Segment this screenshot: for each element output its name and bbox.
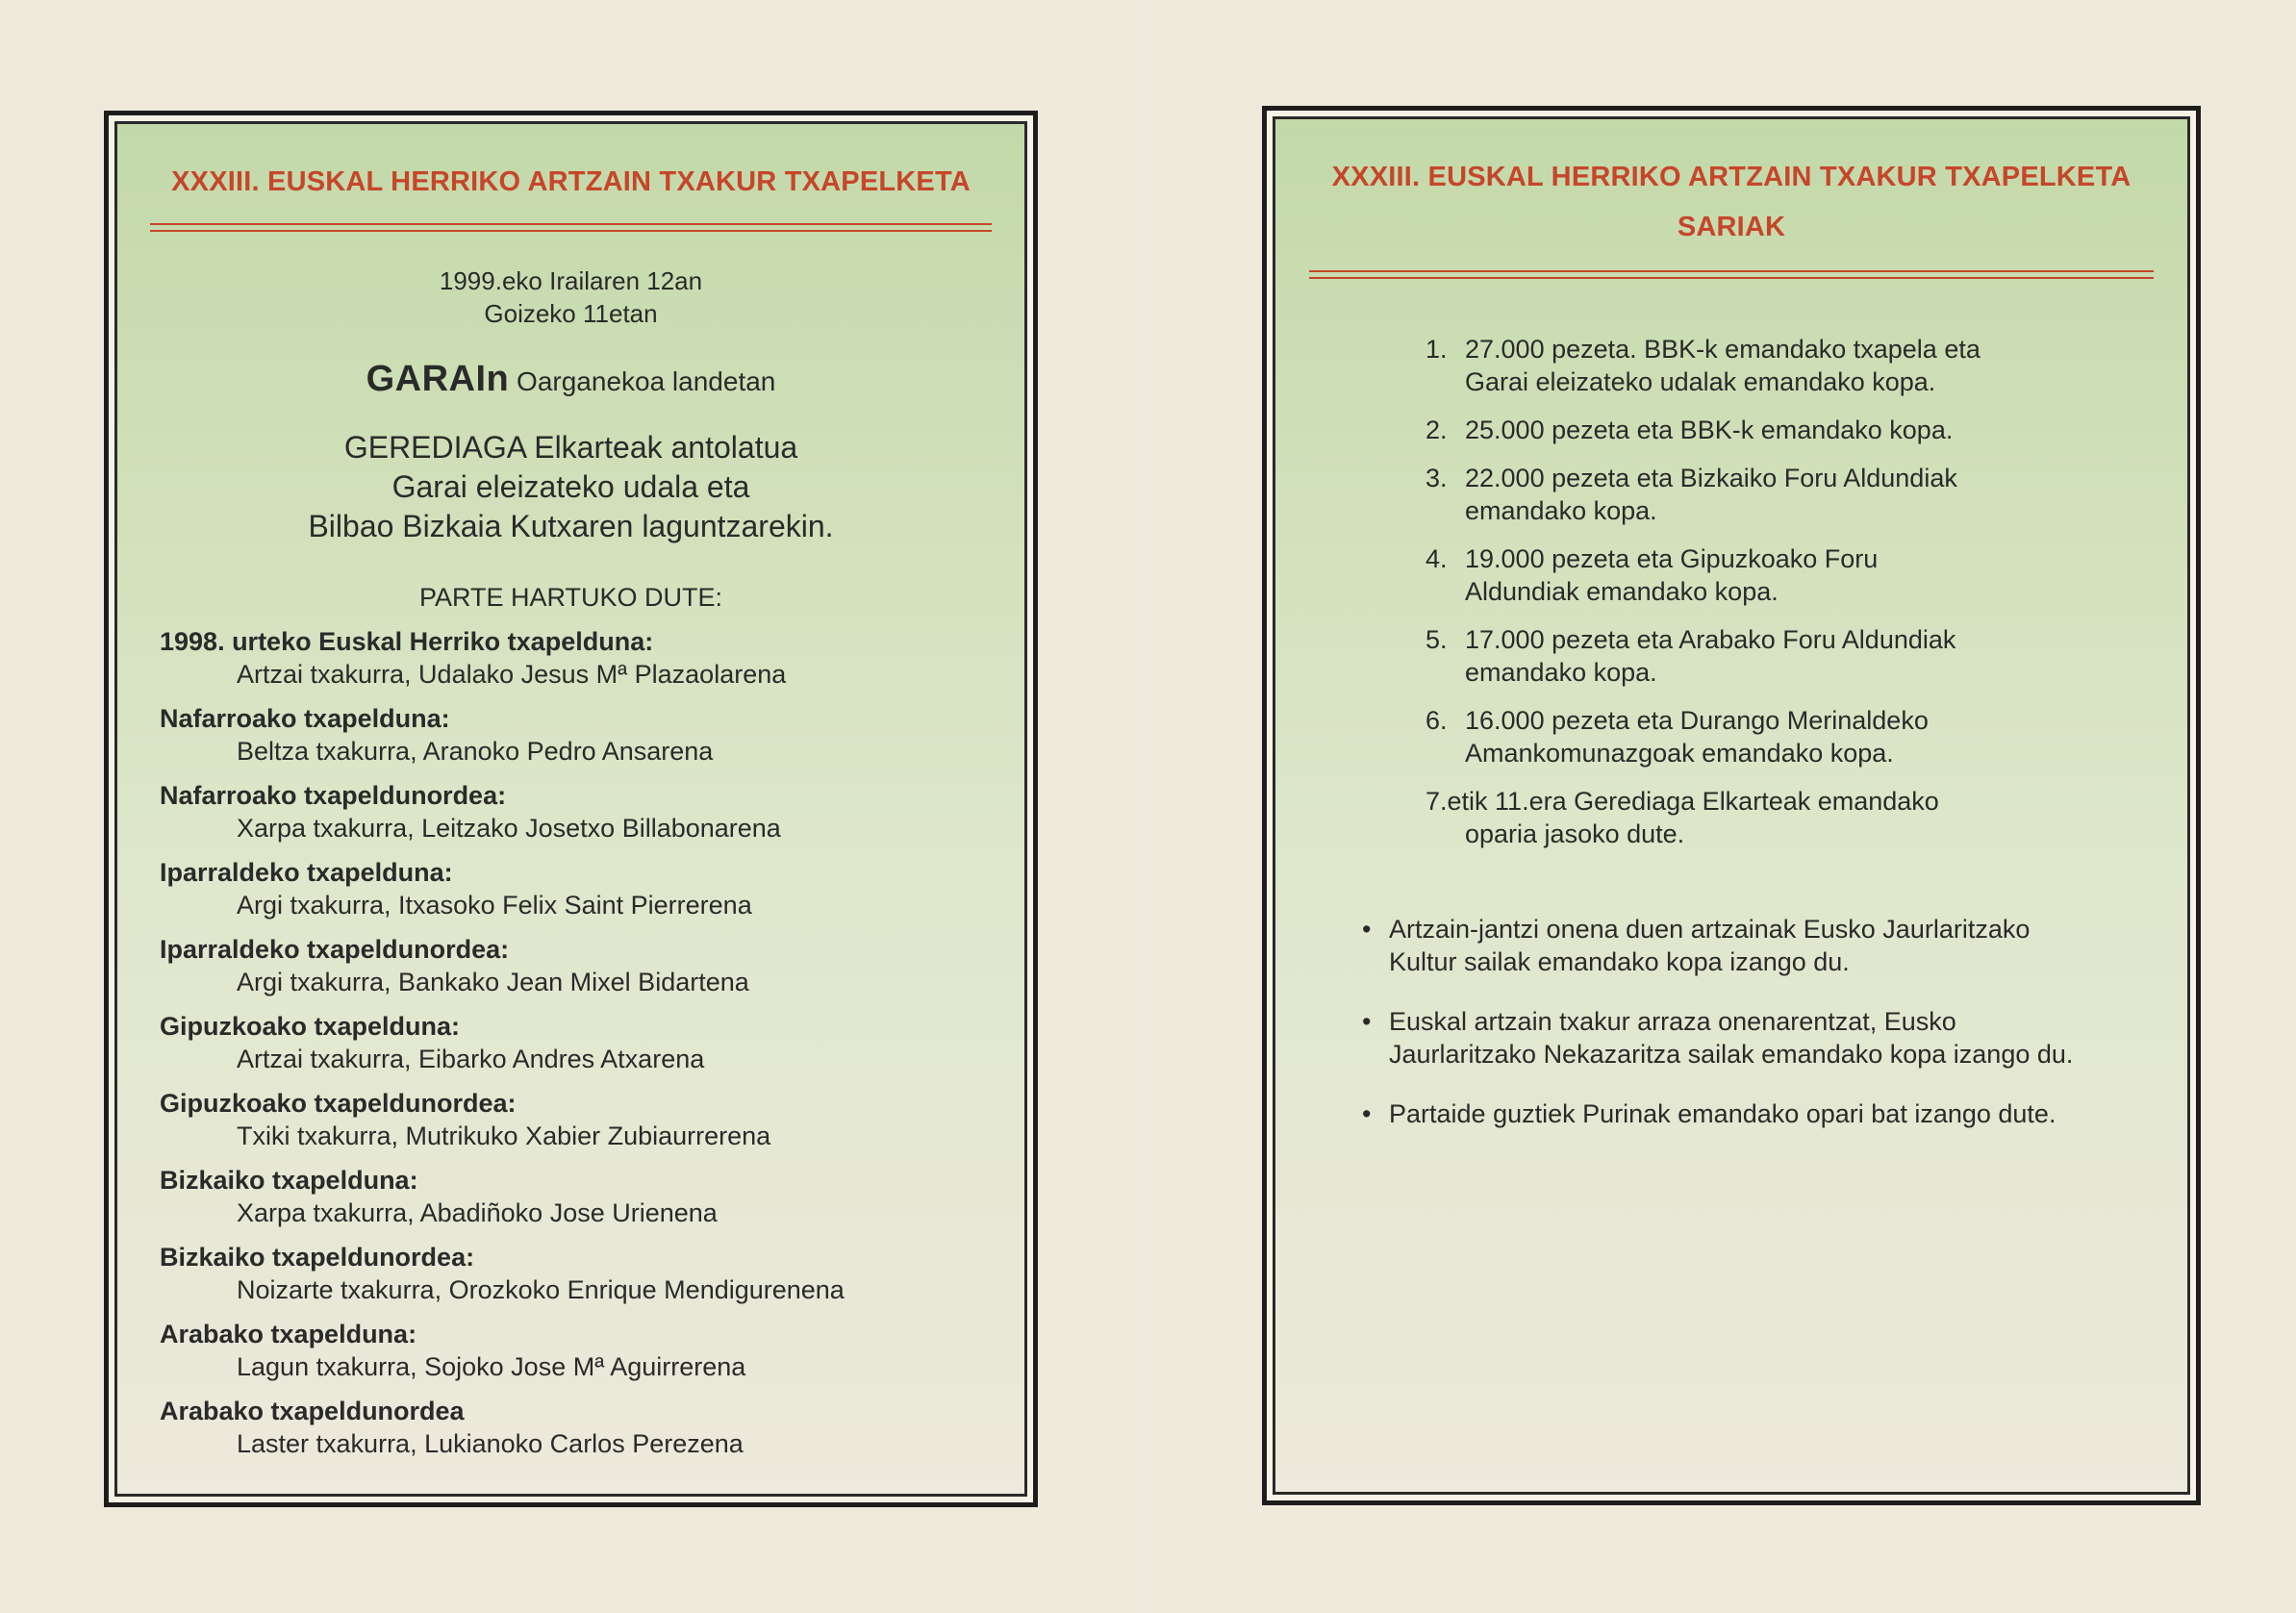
participant-detail: Lagun txakurra, Sojoko Jose Mª Aguirrerena [237,1352,746,1381]
special-prize-item [1362,1097,2168,1130]
participant-entry [160,779,1005,856]
panel-content [114,121,1027,1497]
participant-entry [160,1010,1005,1087]
special-prize-line: Jaurlaritzako Nekazaritza sailak emandako kopa izango du. [1389,1040,2074,1069]
prize-line: 7.etik 11.era Gerediaga Elkarteak emandako [1426,787,1939,816]
participant-entry [160,625,1005,702]
participant-detail: Xarpa txakurra, Abadiñoko Jose Urienena [237,1198,718,1227]
participant-detail: Argi txakurra, Bankako Jean Mixel Bidartena [237,968,749,996]
organizer-line: GEREDIAGA Elkarteak antolatua [343,430,798,465]
bullet-icon: • [1362,1099,1372,1128]
event-time: Goizeko 11etan [484,299,658,328]
participant-entry [160,1395,1005,1472]
participant-entry [160,856,1005,933]
special-prize-item [1362,1005,2168,1071]
participant-title: Arabako txapelduna: [160,1320,417,1348]
contest-title: XXXIII. EUSKAL HERRIKO ARTZAIN TXAKUR TXAPELKETA [171,166,971,197]
place-name: GARAIn [366,359,510,399]
participant-title: Nafarroako txapelduna: [160,704,450,733]
prize-line: emandako kopa. [1465,496,1657,525]
prize-line: Amankomunazgoak emandako kopa. [1465,739,1894,768]
panel-mat [1267,111,2196,1500]
participant-detail: Xarpa txakurra, Leitzako Josetxo Billabonarena [237,814,781,843]
prizes-heading: SARIAK [1677,212,1786,242]
special-prize-line: Kultur sailak emandako kopa izango du. [1389,947,1850,976]
participant-title: Nafarroako txapeldunordea: [160,781,507,810]
prize-number: 6. [1426,706,1448,735]
participant-title: Arabako txapeldunordea [160,1397,465,1425]
prize-line: 19.000 pezeta eta Gipuzkoako Foru [1465,544,1879,573]
event-date: 1999.eko Irailaren 12an [439,266,703,295]
bullet-icon: • [1362,1007,1372,1036]
prize-line: emandako kopa. [1465,658,1657,687]
prize-item [1426,333,2158,398]
participant-entry [160,702,1005,779]
participant-detail: Artzai txakurra, Eibarko Andres Atxarena [237,1045,705,1073]
participants-heading: PARTE HARTUKO DUTE: [418,583,723,612]
prize-line: 27.000 pezeta. BBK-k emandako txapela eta [1465,335,1981,364]
organizer-line: Bilbao Bizkaia Kutxaren laguntzarekin. [308,509,834,543]
participant-title: Bizkaiko txapelduna: [160,1166,418,1195]
prize-line: 16.000 pezeta eta Durango Merinaldeko [1465,706,1929,735]
participant-title: 1998. urteko Euskal Herriko txapelduna: [160,627,654,656]
prize-item-extra [1426,785,2158,850]
participant-detail: Beltza txakurra, Aranoko Pedro Ansarena [237,737,714,766]
special-prize-line: Euskal artzain txakur arraza onenarentzat, Eusko [1389,1007,1956,1036]
place-detail: Oarganekoa landetan [509,366,776,396]
participants-list [160,625,1005,1472]
participant-title: Gipuzkoako txapelduna: [160,1012,461,1041]
prize-number: 5. [1426,625,1448,654]
participant-title: Iparraldeko txapelduna: [160,858,453,887]
participant-title: Bizkaiko txapeldunordea: [160,1243,475,1272]
special-prize-item [1362,913,2168,978]
prize-line: Garai eleizateko udalak emandako kopa. [1465,367,1936,396]
prize-line: 17.000 pezeta eta Arabako Foru Aldundiak [1465,625,1956,654]
special-prize-line: Artzain-jantzi onena duen artzainak Eusko Jaurlaritzako [1389,915,2031,944]
prize-item [1426,623,2158,689]
contest-title: XXXIII. EUSKAL HERRIKO ARTZAIN TXAKUR TXAPELKETA [1331,162,2132,192]
prizes-list [1426,333,2158,866]
prize-item [1426,542,2158,608]
participant-detail: Txiki txakurra, Mutrikuko Xabier Zubiaurrerena [237,1122,771,1150]
prize-line: Aldundiak emandako kopa. [1465,577,1779,606]
program-panel [104,111,1038,1507]
participant-detail: Argi txakurra, Itxasoko Felix Saint Pierrerena [237,891,752,920]
prize-line: 22.000 pezeta eta Bizkaiko Foru Aldundiak [1465,464,1957,492]
event-place [117,359,1024,400]
prize-line: 25.000 pezeta eta BBK-k emandako kopa. [1465,416,1954,444]
page-fold [1148,0,1149,1613]
special-prizes-list [1362,913,2168,1157]
prize-number: 3. [1426,464,1448,492]
title-rule [150,230,992,232]
title-rule [1309,277,2154,279]
prize-item [1426,704,2158,769]
title-rule [150,223,992,225]
participant-entry [160,1241,1005,1318]
prize-number: 2. [1426,416,1448,444]
participant-entry [160,1164,1005,1241]
panel-mat [109,115,1033,1502]
participant-entry [160,1087,1005,1164]
prize-line: oparia jasoko dute. [1465,819,1685,848]
bullet-icon: • [1362,915,1372,944]
participant-detail: Noizarte txakurra, Orozkoko Enrique Mendigurenena [237,1275,845,1304]
participant-title: Iparraldeko txapeldunordea: [160,935,510,964]
prize-item [1426,414,2158,446]
panel-content [1273,116,2190,1495]
organizer-line: Garai eleizateko udala eta [391,469,750,504]
participant-detail: Laster txakurra, Lukianoko Carlos Perezena [237,1429,744,1458]
participant-title: Gipuzkoako txapeldunordea: [160,1089,517,1118]
participant-entry [160,1318,1005,1395]
participant-detail: Artzai txakurra, Udalako Jesus Mª Plazaolarena [237,660,787,689]
participant-entry [160,933,1005,1010]
prize-number: 1. [1426,335,1448,364]
prize-number: 4. [1426,544,1448,573]
title-rule [1309,270,2154,272]
prizes-panel [1262,106,2201,1505]
special-prize-line: Partaide guztiek Purinak emandako opari bat izango dute. [1389,1099,2056,1128]
prize-item [1426,462,2158,527]
